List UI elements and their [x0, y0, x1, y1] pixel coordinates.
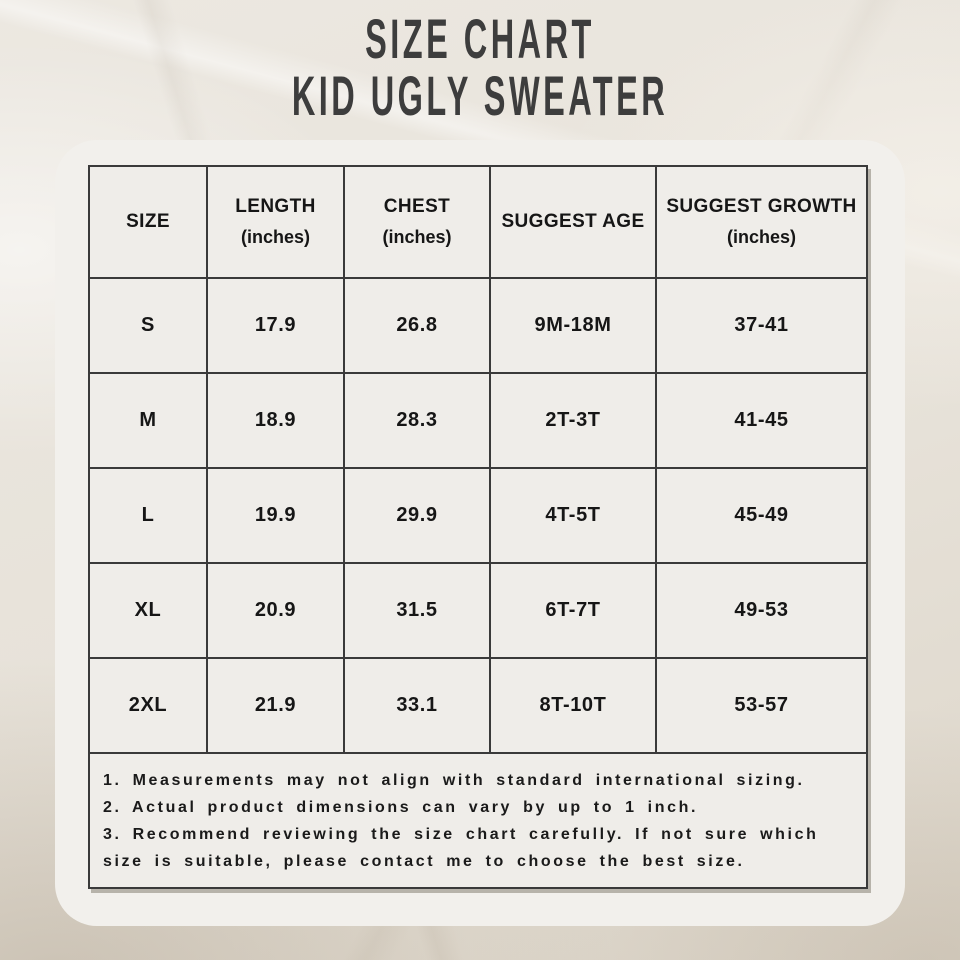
cell-size: XL	[89, 563, 207, 658]
header-length-label: LENGTH	[235, 196, 316, 217]
header-suggest-growth	[656, 166, 867, 278]
header-suggest-age-label: SUGGEST AGE	[501, 211, 645, 232]
cell-suggest-age: 4T-5T	[490, 468, 656, 563]
sizing-notes	[90, 757, 866, 885]
cell-suggest-age: 6T-7T	[490, 563, 656, 658]
table-row-l	[89, 468, 867, 563]
cell-chest: 31.5	[344, 563, 490, 658]
cell-size: M	[89, 373, 207, 468]
cell-size: 2XL	[89, 658, 207, 753]
header-suggest-age	[490, 166, 656, 278]
cell-size: S	[89, 278, 207, 373]
page-title-line-1: SIZE CHART	[365, 7, 595, 70]
cell-suggest-age: 8T-10T	[490, 658, 656, 753]
page-title	[0, 7, 960, 127]
header-suggest-growth-label: SUGGEST GROWTH	[666, 196, 857, 217]
header-chest	[344, 166, 490, 278]
note-3: 3. Recommend reviewing the size chart carefully. If not sure which size is suitable, please contact me to choose the best size.	[103, 825, 819, 870]
cell-chest: 28.3	[344, 373, 490, 468]
cell-suggest-growth: 37-41	[656, 278, 867, 373]
page-title-line-2: KID UGLY SWEATER	[291, 64, 669, 127]
header-chest-unit: (inches)	[382, 227, 452, 247]
table-row-m	[89, 373, 867, 468]
table-row-2xl	[89, 658, 867, 753]
header-size	[89, 166, 207, 278]
cell-chest: 33.1	[344, 658, 490, 753]
cell-suggest-growth: 53-57	[656, 658, 867, 753]
cell-size: L	[89, 468, 207, 563]
note-2: 2. Actual product dimensions can vary by up to 1 inch.	[103, 798, 699, 816]
note-1: 1. Measurements may not align with standard international sizing.	[103, 771, 805, 789]
cell-chest: 29.9	[344, 468, 490, 563]
cell-length: 21.9	[207, 658, 344, 753]
header-chest-label: CHEST	[383, 196, 451, 217]
cell-chest: 26.8	[344, 278, 490, 373]
header-size-label: SIZE	[126, 211, 170, 232]
table-row-s	[89, 278, 867, 373]
cell-length: 19.9	[207, 468, 344, 563]
table-header-row	[89, 166, 867, 278]
cell-length: 18.9	[207, 373, 344, 468]
size-chart-card	[55, 140, 905, 926]
cell-suggest-growth: 45-49	[656, 468, 867, 563]
cell-suggest-growth: 41-45	[656, 373, 867, 468]
table-row-xl	[89, 563, 867, 658]
cell-length: 17.9	[207, 278, 344, 373]
header-length-unit: (inches)	[240, 227, 310, 247]
header-suggest-growth-unit: (inches)	[726, 227, 796, 247]
table-notes-row	[89, 753, 867, 888]
header-length	[207, 166, 344, 278]
cell-suggest-age: 9M-18M	[490, 278, 656, 373]
size-chart-table	[88, 165, 868, 889]
cell-suggest-age: 2T-3T	[490, 373, 656, 468]
cell-length: 20.9	[207, 563, 344, 658]
cell-suggest-growth: 49-53	[656, 563, 867, 658]
notes-cell	[89, 753, 867, 888]
